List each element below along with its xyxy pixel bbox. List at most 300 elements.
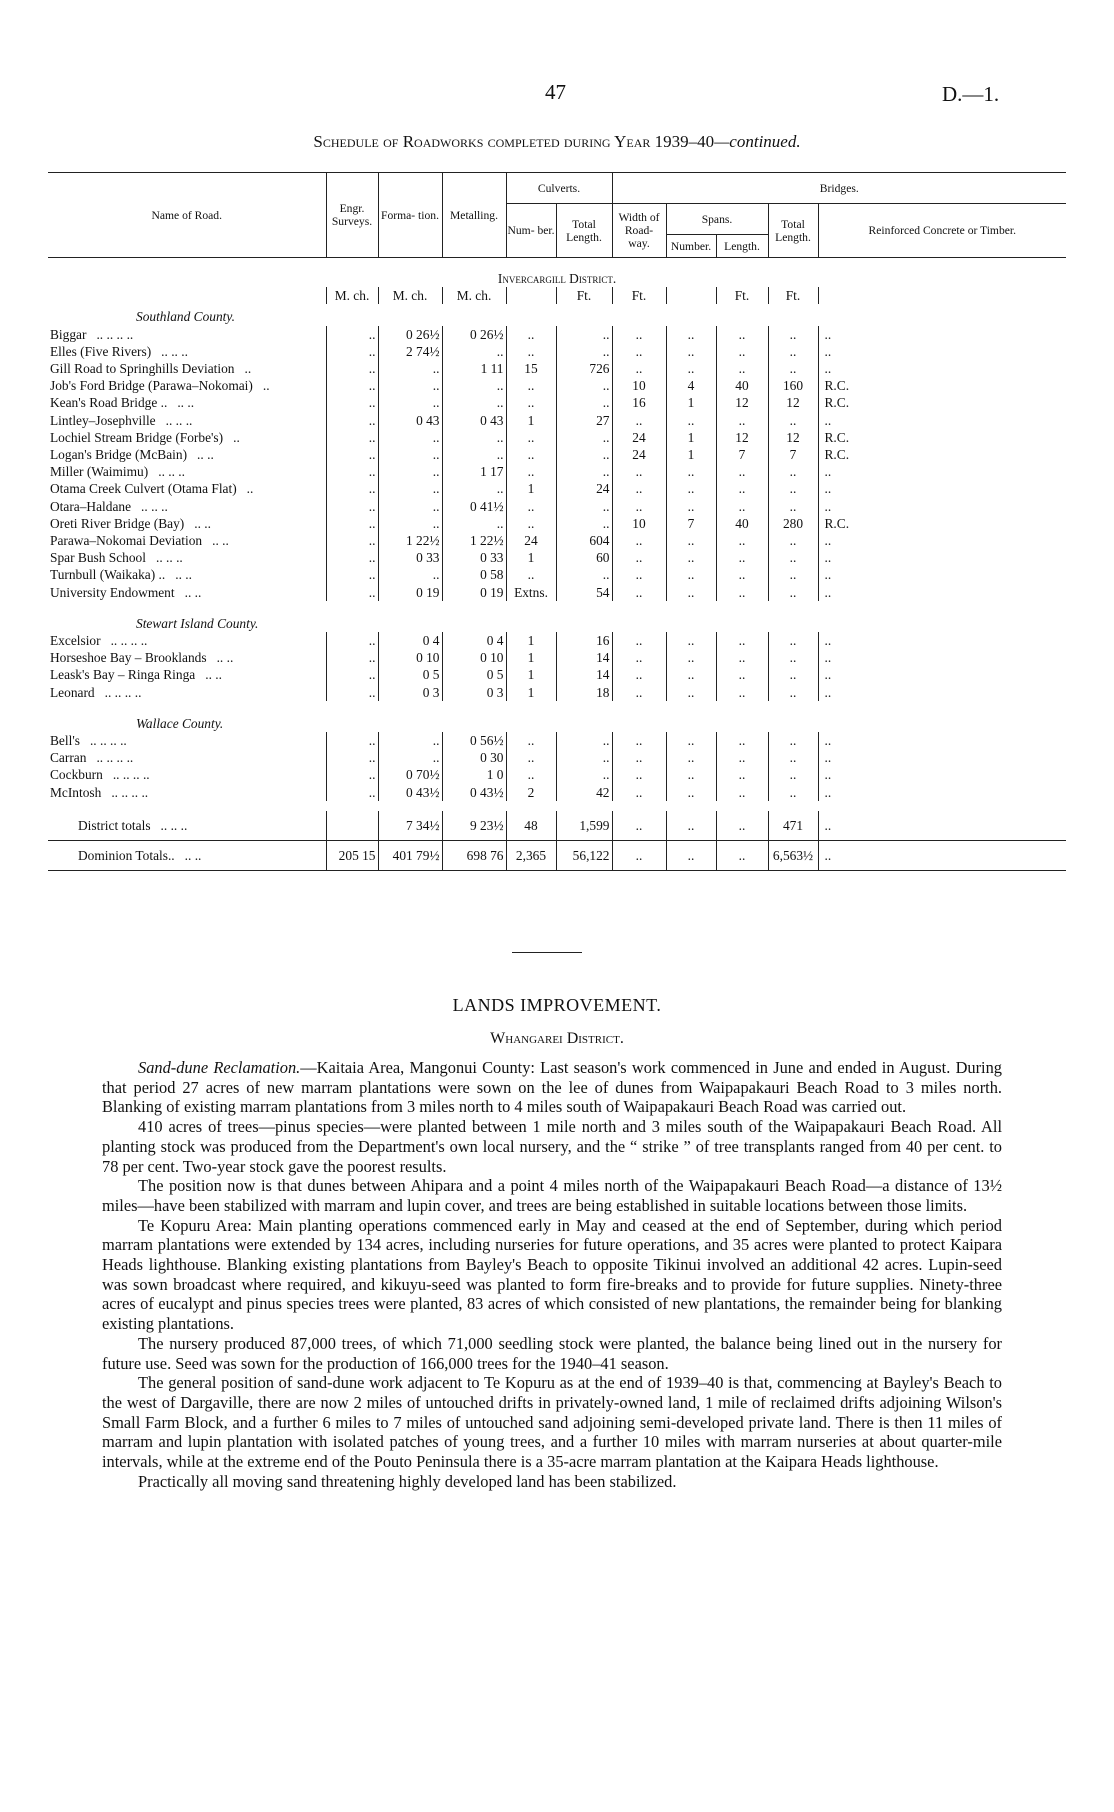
road-name-leader: .. .. .. .. xyxy=(111,784,149,800)
cell-cnum: 1 xyxy=(506,412,556,429)
cell-rc: .. xyxy=(818,841,1066,871)
cell-width: 10 xyxy=(612,377,666,394)
cell-cnum: .. xyxy=(506,766,556,783)
cell-form: 0 43 xyxy=(378,412,442,429)
units-row xyxy=(48,287,1066,304)
table-body xyxy=(48,258,1066,871)
table-row xyxy=(48,566,1066,583)
table-row xyxy=(48,666,1066,683)
header-bridges: Bridges. xyxy=(612,173,1066,204)
cell-clen: 16 xyxy=(556,632,612,649)
cell-engr xyxy=(326,811,378,841)
cell-clen: 54 xyxy=(556,584,612,601)
cell-rc: .. xyxy=(818,326,1066,343)
unit-metalling: M. ch. xyxy=(442,287,506,304)
cell-cnum: .. xyxy=(506,343,556,360)
road-name-leader: .. .. .. .. xyxy=(96,326,134,342)
cell-engr: .. xyxy=(326,429,378,446)
unit-width: Ft. xyxy=(612,287,666,304)
road-name-leader: .. xyxy=(262,378,270,394)
table-row xyxy=(48,326,1066,343)
cell-btot: .. xyxy=(768,566,818,583)
header-culverts: Culverts. xyxy=(506,173,612,204)
cell-form: .. xyxy=(378,732,442,749)
cell-form: .. xyxy=(378,446,442,463)
road-name: Otara–Haldane xyxy=(50,498,132,514)
table-row xyxy=(48,412,1066,429)
cell-metal: 0 5 xyxy=(442,666,506,683)
cell-metal: 9 23½ xyxy=(442,811,506,841)
road-name-cell xyxy=(48,841,326,871)
header-reinforced-concrete: Reinforced Concrete or Timber. xyxy=(818,204,1066,258)
spacer-cell xyxy=(48,601,1066,611)
cell-engr: .. xyxy=(326,463,378,480)
road-name: Leask's Bay – Ringa Ringa xyxy=(50,667,196,683)
cell-snum: .. xyxy=(666,412,716,429)
cell-btot: .. xyxy=(768,532,818,549)
road-name: Excelsior xyxy=(50,633,101,649)
cell-slen: .. xyxy=(716,326,768,343)
cell-slen: .. xyxy=(716,749,768,766)
cell-form: .. xyxy=(378,360,442,377)
cell-clen: 726 xyxy=(556,360,612,377)
cell-clen: 60 xyxy=(556,549,612,566)
header-bridge-total-length: Total Length. xyxy=(768,204,818,258)
header-span-number: Number. xyxy=(666,235,716,258)
cell-cnum: Extns. xyxy=(506,584,556,601)
paragraph-7: Practically all moving sand threatening highly developed land has been stabilized. xyxy=(138,1471,677,1491)
cell-width: .. xyxy=(612,566,666,583)
cell-rc: R.C. xyxy=(818,429,1066,446)
table-row xyxy=(48,649,1066,666)
road-name-cell xyxy=(48,412,326,429)
road-name-leader: .. xyxy=(246,481,254,497)
road-name: Logan's Bridge (McBain) xyxy=(50,447,188,463)
cell-width: .. xyxy=(612,463,666,480)
cell-engr: .. xyxy=(326,343,378,360)
table-row xyxy=(48,684,1066,701)
cell-engr: .. xyxy=(326,446,378,463)
cell-clen: 1,599 xyxy=(556,811,612,841)
cell-rc: .. xyxy=(818,649,1066,666)
cell-btot: 160 xyxy=(768,377,818,394)
cell-clen: .. xyxy=(556,498,612,515)
cell-rc: .. xyxy=(818,480,1066,497)
dominion-totals-row xyxy=(48,841,1066,871)
road-name-leader: .. .. .. .. xyxy=(110,633,148,649)
cell-metal: 0 43½ xyxy=(442,784,506,801)
cell-engr: .. xyxy=(326,684,378,701)
cell-cnum: 24 xyxy=(506,532,556,549)
cell-cnum: 2 xyxy=(506,784,556,801)
cell-form: 401 79½ xyxy=(378,841,442,871)
cell-clen: .. xyxy=(556,515,612,532)
cell-snum: .. xyxy=(666,684,716,701)
cell-rc: .. xyxy=(818,463,1066,480)
road-name-cell xyxy=(48,684,326,701)
cell-clen: .. xyxy=(556,343,612,360)
cell-form: 0 26½ xyxy=(378,326,442,343)
road-name-cell xyxy=(48,360,326,377)
cell-width: .. xyxy=(612,649,666,666)
cell-snum: .. xyxy=(666,498,716,515)
road-name-cell xyxy=(48,326,326,343)
table-row xyxy=(48,632,1066,649)
schedule-title-continued: —continued. xyxy=(714,132,801,151)
cell-metal: 0 19 xyxy=(442,584,506,601)
paragraph-sand-dune-reclamation xyxy=(102,1058,1002,1117)
cell-form: .. xyxy=(378,480,442,497)
road-name-cell xyxy=(48,732,326,749)
table-row xyxy=(48,446,1066,463)
cell-snum: .. xyxy=(666,649,716,666)
cell-clen: 42 xyxy=(556,784,612,801)
cell-clen: .. xyxy=(556,463,612,480)
road-name-leader: .. .. .. xyxy=(141,498,168,514)
cell-cnum: .. xyxy=(506,394,556,411)
cell-engr: .. xyxy=(326,632,378,649)
cell-metal: .. xyxy=(442,446,506,463)
cell-cnum: 1 xyxy=(506,632,556,649)
cell-width: .. xyxy=(612,343,666,360)
section-spacer xyxy=(48,601,1066,611)
cell-slen: 12 xyxy=(716,394,768,411)
cell-form: 0 43½ xyxy=(378,784,442,801)
road-name-cell xyxy=(48,429,326,446)
district-totals-row xyxy=(48,811,1066,841)
cell-clen: 14 xyxy=(556,649,612,666)
road-name: Miller (Waimimu) xyxy=(50,464,149,480)
cell-snum: .. xyxy=(666,566,716,583)
cell-btot: .. xyxy=(768,326,818,343)
cell-rc: .. xyxy=(818,666,1066,683)
table-row xyxy=(48,498,1066,515)
cell-width: .. xyxy=(612,749,666,766)
section-divider xyxy=(512,952,582,953)
cell-form: .. xyxy=(378,463,442,480)
cell-metal: 0 56½ xyxy=(442,732,506,749)
road-name-cell xyxy=(48,549,326,566)
cell-slen: .. xyxy=(716,549,768,566)
unit-engr: M. ch. xyxy=(326,287,378,304)
road-name-cell xyxy=(48,532,326,549)
road-name-leader: .. .. xyxy=(175,567,192,583)
road-name-cell xyxy=(48,515,326,532)
cell-width: 10 xyxy=(612,515,666,532)
unit-culv_total: Ft. xyxy=(556,287,612,304)
cell-btot: .. xyxy=(768,584,818,601)
road-name-leader: .. .. .. .. xyxy=(104,684,142,700)
cell-width: .. xyxy=(612,326,666,343)
cell-width: .. xyxy=(612,811,666,841)
cell-snum: .. xyxy=(666,841,716,871)
cell-engr: .. xyxy=(326,498,378,515)
unit-span_length: Ft. xyxy=(716,287,768,304)
cell-engr: .. xyxy=(326,532,378,549)
road-name-leader: .. .. .. .. xyxy=(112,767,150,783)
table-row xyxy=(48,584,1066,601)
road-name-cell xyxy=(48,377,326,394)
cell-engr: .. xyxy=(326,566,378,583)
cell-metal: 698 76 xyxy=(442,841,506,871)
roadworks-table xyxy=(48,172,1066,871)
paragraph-lead-italic: Sand-dune Reclamation. xyxy=(138,1058,301,1077)
road-name-leader: .. xyxy=(233,429,240,445)
table-row xyxy=(48,515,1066,532)
table-row xyxy=(48,429,1066,446)
cell-engr: .. xyxy=(326,666,378,683)
cell-width: .. xyxy=(612,841,666,871)
cell-width: .. xyxy=(612,480,666,497)
cell-clen: .. xyxy=(556,377,612,394)
road-name: McIntosh xyxy=(50,784,102,800)
roadworks-table-wrapper xyxy=(48,172,1066,892)
cell-slen: 12 xyxy=(716,429,768,446)
table-header xyxy=(48,173,1066,258)
cell-width: .. xyxy=(612,498,666,515)
cell-btot: 12 xyxy=(768,394,818,411)
header-engr-surveys: Engr. Surveys. xyxy=(326,173,378,258)
cell-slen: 7 xyxy=(716,446,768,463)
road-name-cell xyxy=(48,632,326,649)
table-row xyxy=(48,749,1066,766)
cell-metal: 1 11 xyxy=(442,360,506,377)
header-name-of-road: Name of Road. xyxy=(48,173,326,258)
cell-clen: .. xyxy=(556,749,612,766)
cell-metal: 0 30 xyxy=(442,749,506,766)
cell-clen: .. xyxy=(556,766,612,783)
cell-rc: .. xyxy=(818,732,1066,749)
table-row xyxy=(48,766,1066,783)
road-name-cell xyxy=(48,480,326,497)
cell-cnum: 48 xyxy=(506,811,556,841)
cell-snum: .. xyxy=(666,784,716,801)
cell-form: 0 70½ xyxy=(378,766,442,783)
cell-slen: .. xyxy=(716,412,768,429)
cell-engr: .. xyxy=(326,412,378,429)
cell-cnum: .. xyxy=(506,749,556,766)
document-reference: D.—1. xyxy=(942,82,1000,106)
road-name-cell xyxy=(48,666,326,683)
road-name-leader: .. .. .. xyxy=(165,412,193,428)
page-number: 47 xyxy=(545,80,566,104)
cell-engr: .. xyxy=(326,766,378,783)
cell-cnum: .. xyxy=(506,498,556,515)
cell-slen: 40 xyxy=(716,377,768,394)
cell-form: .. xyxy=(378,377,442,394)
county-heading-row xyxy=(48,711,1066,732)
table-row xyxy=(48,463,1066,480)
road-name: Lochiel Stream Bridge (Forbe's) xyxy=(50,429,224,445)
cell-clen: 604 xyxy=(556,532,612,549)
county-heading: Southland County. xyxy=(136,309,235,325)
cell-clen: 18 xyxy=(556,684,612,701)
cell-metal: 0 3 xyxy=(442,684,506,701)
cell-cnum: 1 xyxy=(506,684,556,701)
cell-rc: .. xyxy=(818,632,1066,649)
cell-slen: .. xyxy=(716,841,768,871)
road-name-leader: .. .. .. xyxy=(160,817,188,833)
cell-snum: .. xyxy=(666,584,716,601)
road-name-leader: .. .. .. xyxy=(161,343,188,359)
table-row xyxy=(48,732,1066,749)
cell-width: 24 xyxy=(612,429,666,446)
cell-form: .. xyxy=(378,394,442,411)
cell-engr: .. xyxy=(326,377,378,394)
cell-btot: .. xyxy=(768,666,818,683)
cell-cnum: .. xyxy=(506,429,556,446)
cell-snum: .. xyxy=(666,480,716,497)
cell-btot: 471 xyxy=(768,811,818,841)
cell-form: .. xyxy=(378,429,442,446)
cell-snum: .. xyxy=(666,666,716,683)
cell-slen: .. xyxy=(716,498,768,515)
header-spans: Spans. xyxy=(666,204,768,235)
cell-rc: .. xyxy=(818,749,1066,766)
cell-engr: .. xyxy=(326,549,378,566)
cell-metal: 0 33 xyxy=(442,549,506,566)
cell-snum: .. xyxy=(666,766,716,783)
cell-snum: .. xyxy=(666,326,716,343)
cell-btot: .. xyxy=(768,784,818,801)
cell-width: .. xyxy=(612,766,666,783)
road-name: Kean's Road Bridge .. xyxy=(50,395,168,411)
cell-slen: .. xyxy=(716,784,768,801)
cell-clen: .. xyxy=(556,429,612,446)
cell-width: .. xyxy=(612,549,666,566)
cell-width: .. xyxy=(612,632,666,649)
road-name-cell xyxy=(48,498,326,515)
cell-form: 0 19 xyxy=(378,584,442,601)
paragraph-2: 410 acres of trees—pinus species—were planted between 1 mile north and 3 miles south of the Waipapakauri Beach Road. All planting stock was produced from the Department's own local nursery, and the “ strike ” of tree transplants ranged from 40 per cent. to 78 per cent. Two-year stock gave the poorest results. xyxy=(102,1117,1002,1176)
cell-cnum: .. xyxy=(506,463,556,480)
cell-snum: .. xyxy=(666,463,716,480)
cell-metal: 0 10 xyxy=(442,649,506,666)
cell-clen: .. xyxy=(556,394,612,411)
cell-rc: R.C. xyxy=(818,394,1066,411)
cell-metal: 1 17 xyxy=(442,463,506,480)
road-name: Bell's xyxy=(50,733,80,749)
cell-rc: R.C. xyxy=(818,515,1066,532)
cell-slen: .. xyxy=(716,811,768,841)
paragraph-3: The position now is that dunes between Ahipara and a point 4 miles north of the Waipapakauri Beach Road—a distance of 13½ miles—have been stabilized with marram and lupin cover, and trees are being established in suitable locations between those limits. xyxy=(102,1176,1002,1215)
cell-btot: .. xyxy=(768,684,818,701)
road-name-leader: .. .. xyxy=(205,667,222,683)
cell-snum: .. xyxy=(666,749,716,766)
cell-metal: 0 43 xyxy=(442,412,506,429)
road-name: Lintley–Josephville xyxy=(50,412,156,428)
road-name-leader: .. .. .. xyxy=(155,550,183,566)
cell-metal: .. xyxy=(442,343,506,360)
cell-snum: .. xyxy=(666,549,716,566)
cell-engr: 205 15 xyxy=(326,841,378,871)
header-formation: Forma- tion. xyxy=(378,173,442,258)
spacer-cell xyxy=(48,801,1066,811)
cell-engr: .. xyxy=(326,480,378,497)
road-name: Oreti River Bridge (Bay) xyxy=(50,515,185,531)
cell-cnum: .. xyxy=(506,732,556,749)
cell-cnum: 1 xyxy=(506,480,556,497)
cell-rc: .. xyxy=(818,584,1066,601)
road-name: Gill Road to Springhills Deviation xyxy=(50,361,235,377)
header-culvert-number: Num- ber. xyxy=(506,204,556,258)
cell-engr: .. xyxy=(326,394,378,411)
road-name: University Endowment xyxy=(50,584,175,600)
road-name-leader: .. .. .. .. xyxy=(96,750,134,766)
cell-cnum: 1 xyxy=(506,649,556,666)
cell-slen: .. xyxy=(716,532,768,549)
cell-form: .. xyxy=(378,515,442,532)
county-heading: Wallace County. xyxy=(136,715,224,731)
cell-metal: .. xyxy=(442,429,506,446)
road-name-cell xyxy=(48,649,326,666)
cell-slen: .. xyxy=(716,343,768,360)
cell-rc: R.C. xyxy=(818,377,1066,394)
cell-width: .. xyxy=(612,584,666,601)
cell-slen: .. xyxy=(716,684,768,701)
cell-metal: .. xyxy=(442,480,506,497)
cell-cnum: .. xyxy=(506,566,556,583)
cell-rc: .. xyxy=(818,811,1066,841)
cell-btot: .. xyxy=(768,480,818,497)
cell-form: .. xyxy=(378,749,442,766)
totals-spacer xyxy=(48,801,1066,811)
county-heading-row xyxy=(48,304,1066,325)
cell-width: .. xyxy=(612,732,666,749)
cell-metal: 1 22½ xyxy=(442,532,506,549)
cell-rc: .. xyxy=(818,343,1066,360)
unit-blank xyxy=(818,287,1066,304)
road-name-cell xyxy=(48,394,326,411)
cell-form: .. xyxy=(378,566,442,583)
cell-rc: R.C. xyxy=(818,446,1066,463)
cell-metal: .. xyxy=(442,377,506,394)
road-name-leader: .. .. xyxy=(194,515,211,531)
cell-btot: .. xyxy=(768,463,818,480)
cell-rc: .. xyxy=(818,360,1066,377)
road-name-leader: .. .. xyxy=(184,584,202,600)
cell-clen: 27 xyxy=(556,412,612,429)
road-name-leader: .. .. xyxy=(212,533,229,549)
road-name: Elles (Five Rivers) xyxy=(50,343,152,359)
cell-metal: 0 58 xyxy=(442,566,506,583)
cell-clen: .. xyxy=(556,326,612,343)
cell-snum: 1 xyxy=(666,446,716,463)
schedule-title xyxy=(0,132,1114,152)
cell-engr: .. xyxy=(326,326,378,343)
cell-width: .. xyxy=(612,412,666,429)
district-heading-row xyxy=(48,258,1066,288)
road-name-cell xyxy=(48,811,326,841)
lands-improvement-title: LANDS IMPROVEMENT. xyxy=(452,995,662,1015)
cell-form: 0 3 xyxy=(378,684,442,701)
cell-width: 24 xyxy=(612,446,666,463)
cell-width: .. xyxy=(612,532,666,549)
road-name: Parawa–Nokomai Deviation xyxy=(50,533,203,549)
cell-engr: .. xyxy=(326,732,378,749)
table-row xyxy=(48,343,1066,360)
cell-rc: .. xyxy=(818,766,1066,783)
cell-cnum: .. xyxy=(506,326,556,343)
cell-engr: .. xyxy=(326,584,378,601)
cell-metal: 0 41½ xyxy=(442,498,506,515)
cell-btot: .. xyxy=(768,549,818,566)
cell-btot: 7 xyxy=(768,446,818,463)
whangarei-district-heading: Whangarei District. xyxy=(490,1030,624,1047)
cell-rc: .. xyxy=(818,784,1066,801)
cell-form: 7 34½ xyxy=(378,811,442,841)
table-row xyxy=(48,532,1066,549)
